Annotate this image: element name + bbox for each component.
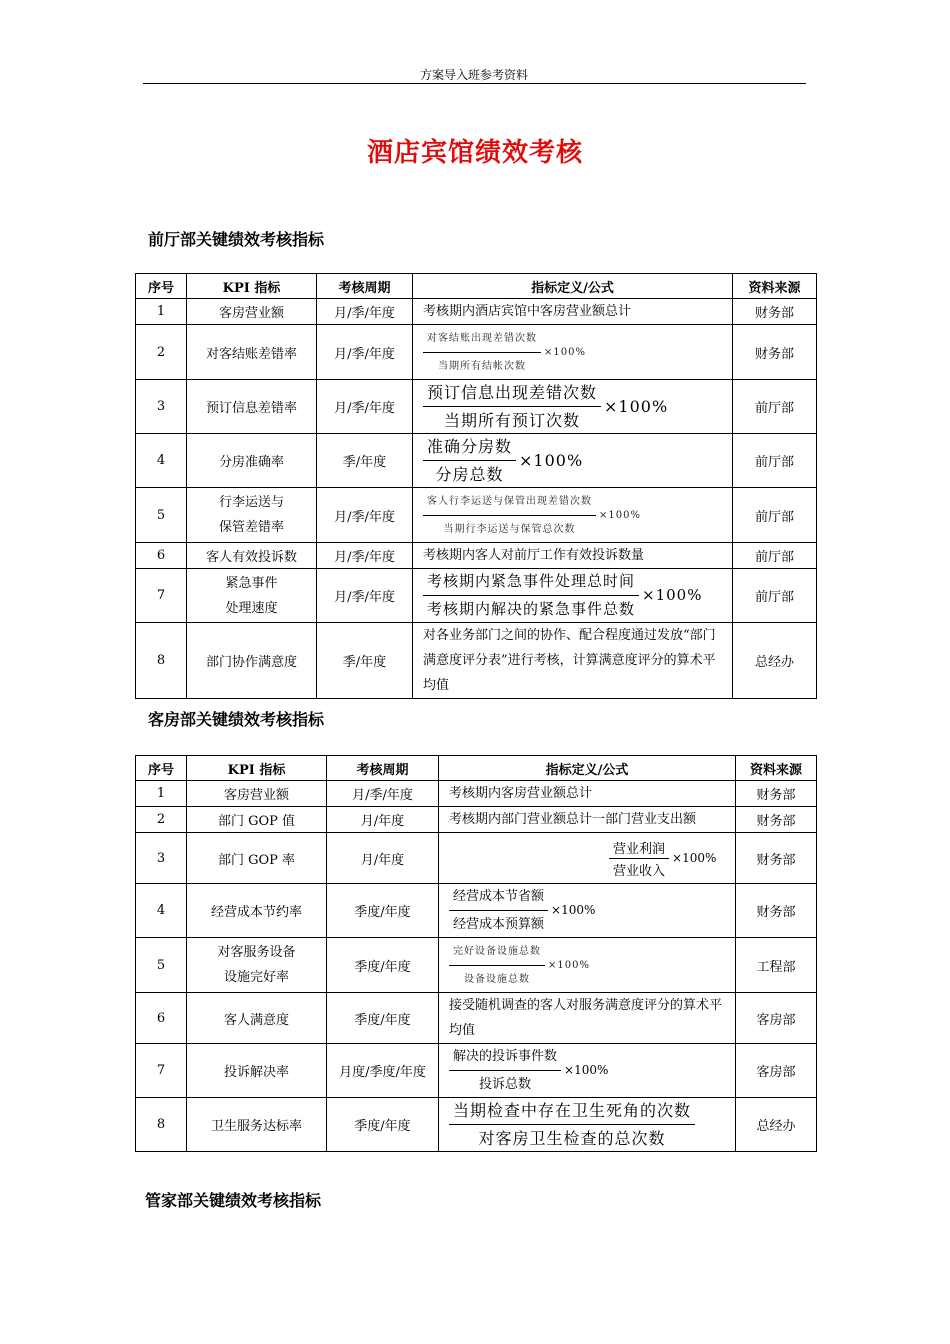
row-source: 总经办 [733, 623, 817, 699]
row-no: 2 [136, 325, 187, 380]
row-source: 前厅部 [733, 380, 817, 434]
table-row [136, 1044, 817, 1098]
col-header-kpi: KPI 指标 [187, 274, 317, 299]
formula-denominator: 设备设施总数 [464, 974, 530, 985]
table-row [136, 884, 817, 938]
formula-multiplier: ×100% [551, 903, 596, 917]
row-kpi: 客房营业额 [187, 299, 317, 325]
table-row [136, 380, 817, 434]
row-source: 财务部 [736, 781, 817, 807]
formula-multiplier: ×100% [604, 397, 669, 416]
row-no: 3 [136, 833, 187, 884]
table-row [136, 938, 817, 993]
formula-numerator: 预订信息出现差错次数 [423, 380, 601, 407]
row-period: 季度/年度 [327, 993, 439, 1044]
table-row [136, 781, 817, 807]
row-kpi [187, 569, 317, 623]
formula-multiplier: ×100% [544, 347, 586, 358]
table-row [136, 434, 817, 488]
col-header-period: 考核周期 [317, 274, 413, 299]
col-header-definition: 指标定义/公式 [413, 274, 733, 299]
row-source: 前厅部 [733, 569, 817, 623]
row-period: 季/年度 [317, 434, 413, 488]
row-source: 财务部 [733, 299, 817, 325]
col-header-source: 资料来源 [736, 756, 817, 781]
row-kpi-line-2: 处理速度 [225, 600, 278, 616]
section-heading-housekeeping: 客房部关键绩效考核指标 [148, 710, 325, 729]
formula-denominator: 营业收入 [613, 863, 666, 879]
row-definition: 接受随机调查的客人对服务满意度评分的算术平均值 [439, 993, 736, 1044]
row-period: 月/季/年度 [317, 569, 413, 623]
formula-numerator: 客人行李运送与保管出现差错次数 [423, 489, 596, 516]
row-kpi: 分房准确率 [187, 434, 317, 488]
row-period: 季/年度 [317, 623, 413, 699]
row-source: 前厅部 [733, 434, 817, 488]
row-kpi: 部门 GOP 值 [187, 807, 327, 833]
formula-denominator: 分房总数 [435, 465, 504, 484]
row-source: 财务部 [736, 807, 817, 833]
formula [423, 569, 702, 622]
formula-numerator: 营业利润 [609, 838, 669, 859]
row-period: 月/季/年度 [317, 380, 413, 434]
row-source: 财务部 [736, 833, 817, 884]
row-source: 财务部 [736, 884, 817, 938]
formula-denominator: 考核期内解决的紧急事件总数 [427, 600, 636, 618]
formula-multiplier: ×100% [672, 851, 717, 865]
col-header-no: 序号 [136, 274, 187, 299]
formula-denominator: 当期行李运送与保管总次数 [443, 524, 576, 535]
formula-numerator: 解决的投诉事件数 [449, 1044, 561, 1071]
row-period: 月/季/年度 [317, 543, 413, 569]
row-no: 1 [136, 299, 187, 325]
row-formula [439, 1044, 736, 1098]
col-header-no: 序号 [136, 756, 187, 781]
table-row [136, 325, 817, 380]
row-no: 1 [136, 781, 187, 807]
row-source: 工程部 [736, 938, 817, 993]
row-kpi: 客房营业额 [187, 781, 327, 807]
formula [609, 838, 716, 879]
formula-numerator: 当期检查中存在卫生死角的次数 [449, 1098, 695, 1125]
row-no: 7 [136, 1044, 187, 1098]
row-no: 3 [136, 380, 187, 434]
row-definition: 考核期内客人对前厅工作有效投诉数量 [413, 543, 733, 569]
row-kpi: 对客结账差错率 [187, 325, 317, 380]
row-period: 月/年度 [327, 833, 439, 884]
formula [449, 1098, 695, 1151]
formula-numerator: 准确分房数 [423, 434, 516, 461]
row-no: 6 [136, 543, 187, 569]
row-period: 月/季/年度 [317, 299, 413, 325]
row-kpi-line-1: 行李运送与 [218, 495, 284, 510]
row-kpi [187, 938, 327, 993]
row-no: 8 [136, 623, 187, 699]
row-formula [439, 833, 736, 884]
formula-multiplier: ×100% [642, 586, 703, 604]
page-title: 酒店宾馆绩效考核 [366, 138, 583, 168]
row-kpi [187, 488, 317, 543]
formula-numerator: 考核期内紧急事件处理总时间 [423, 569, 639, 596]
table-row [136, 807, 817, 833]
formula [423, 489, 641, 542]
row-definition: 考核期内部门营业额总计一部门营业支出额 [439, 807, 736, 833]
table-row [136, 299, 817, 325]
row-formula [413, 488, 733, 543]
row-formula [413, 569, 733, 623]
formula-denominator: 当期所有结帐次数 [438, 361, 526, 372]
row-no: 4 [136, 884, 187, 938]
header-rule [143, 83, 806, 84]
table-header-row [136, 756, 817, 781]
table-row [136, 993, 817, 1044]
row-kpi: 部门协作满意度 [187, 623, 317, 699]
front-office-kpi-table [135, 273, 817, 699]
row-period: 月度/季度/年度 [327, 1044, 439, 1098]
row-period: 季度/年度 [327, 938, 439, 993]
col-header-source: 资料来源 [733, 274, 817, 299]
formula [449, 1044, 608, 1097]
row-period: 月/季/年度 [317, 488, 413, 543]
formula-numerator: 经营成本节省额 [449, 884, 548, 911]
housekeeping-kpi-table [135, 755, 817, 1152]
row-formula [439, 884, 736, 938]
col-header-kpi: KPI 指标 [187, 756, 327, 781]
row-no: 2 [136, 807, 187, 833]
row-kpi: 预订信息差错率 [187, 380, 317, 434]
row-kpi: 经营成本节约率 [187, 884, 327, 938]
table-header-row [136, 274, 817, 299]
formula [449, 939, 590, 992]
row-kpi-line-2: 设施完好率 [223, 970, 289, 985]
table-row [136, 488, 817, 543]
formula-multiplier: ×100% [519, 451, 584, 470]
row-source: 前厅部 [733, 543, 817, 569]
row-formula [439, 938, 736, 993]
formula-denominator: 对客房卫生检查的总次数 [478, 1129, 666, 1148]
formula-numerator: 对客结账出现差错次数 [423, 326, 541, 353]
row-period: 月/季/年度 [327, 781, 439, 807]
formula-denominator: 经营成本预算额 [453, 917, 545, 932]
table-row [136, 1098, 817, 1152]
row-formula [439, 1098, 736, 1152]
formula-numerator: 完好设备设施总数 [449, 939, 545, 966]
formula-multiplier: ×100% [548, 960, 590, 971]
formula [423, 434, 583, 487]
col-header-period: 考核周期 [327, 756, 439, 781]
row-period: 月/年度 [327, 807, 439, 833]
row-formula [413, 434, 733, 488]
row-source: 客房部 [736, 1044, 817, 1098]
row-source: 财务部 [733, 325, 817, 380]
formula-multiplier: ×100% [564, 1063, 609, 1077]
row-kpi-line-1: 紧急事件 [225, 575, 278, 591]
formula [423, 326, 586, 379]
section-heading-front-office: 前厅部关键绩效考核指标 [148, 230, 325, 249]
row-no: 5 [136, 488, 187, 543]
row-kpi-line-2: 保管差错率 [218, 520, 284, 535]
formula [423, 380, 668, 433]
row-source: 客房部 [736, 993, 817, 1044]
row-kpi: 投诉解决率 [187, 1044, 327, 1098]
section-heading-butler: 管家部关键绩效考核指标 [145, 1191, 322, 1210]
row-kpi: 客人满意度 [187, 993, 327, 1044]
formula-denominator: 投诉总数 [479, 1077, 532, 1092]
row-no: 8 [136, 1098, 187, 1152]
row-kpi: 部门 GOP 率 [187, 833, 327, 884]
row-definition: 考核期内客房营业额总计 [439, 781, 736, 807]
table-row [136, 833, 817, 884]
row-kpi: 卫生服务达标率 [187, 1098, 327, 1152]
table-row [136, 623, 817, 699]
formula-multiplier: ×100% [599, 510, 641, 521]
row-no: 5 [136, 938, 187, 993]
row-formula [413, 380, 733, 434]
row-no: 4 [136, 434, 187, 488]
table-row [136, 543, 817, 569]
row-formula [413, 325, 733, 380]
formula-denominator: 当期所有预订次数 [444, 411, 581, 430]
row-source: 前厅部 [733, 488, 817, 543]
col-header-definition: 指标定义/公式 [439, 756, 736, 781]
row-kpi-line-1: 对客服务设备 [217, 945, 296, 960]
row-no: 6 [136, 993, 187, 1044]
row-source: 总经办 [736, 1098, 817, 1152]
table-row [136, 569, 817, 623]
row-definition: 对各业务部门之间的协作、配合程度通过发放“部门满意度评分表”进行考核，计算满意度评分的算术平均值 [413, 623, 733, 699]
page-header: 方案导入班参考资料 [419, 68, 528, 82]
row-period: 月/季/年度 [317, 325, 413, 380]
formula [449, 884, 595, 937]
row-kpi: 客人有效投诉数 [187, 543, 317, 569]
row-definition: 考核期内酒店宾馆中客房营业额总计 [413, 299, 733, 325]
row-period: 季度/年度 [327, 1098, 439, 1152]
row-no: 7 [136, 569, 187, 623]
row-period: 季度/年度 [327, 884, 439, 938]
